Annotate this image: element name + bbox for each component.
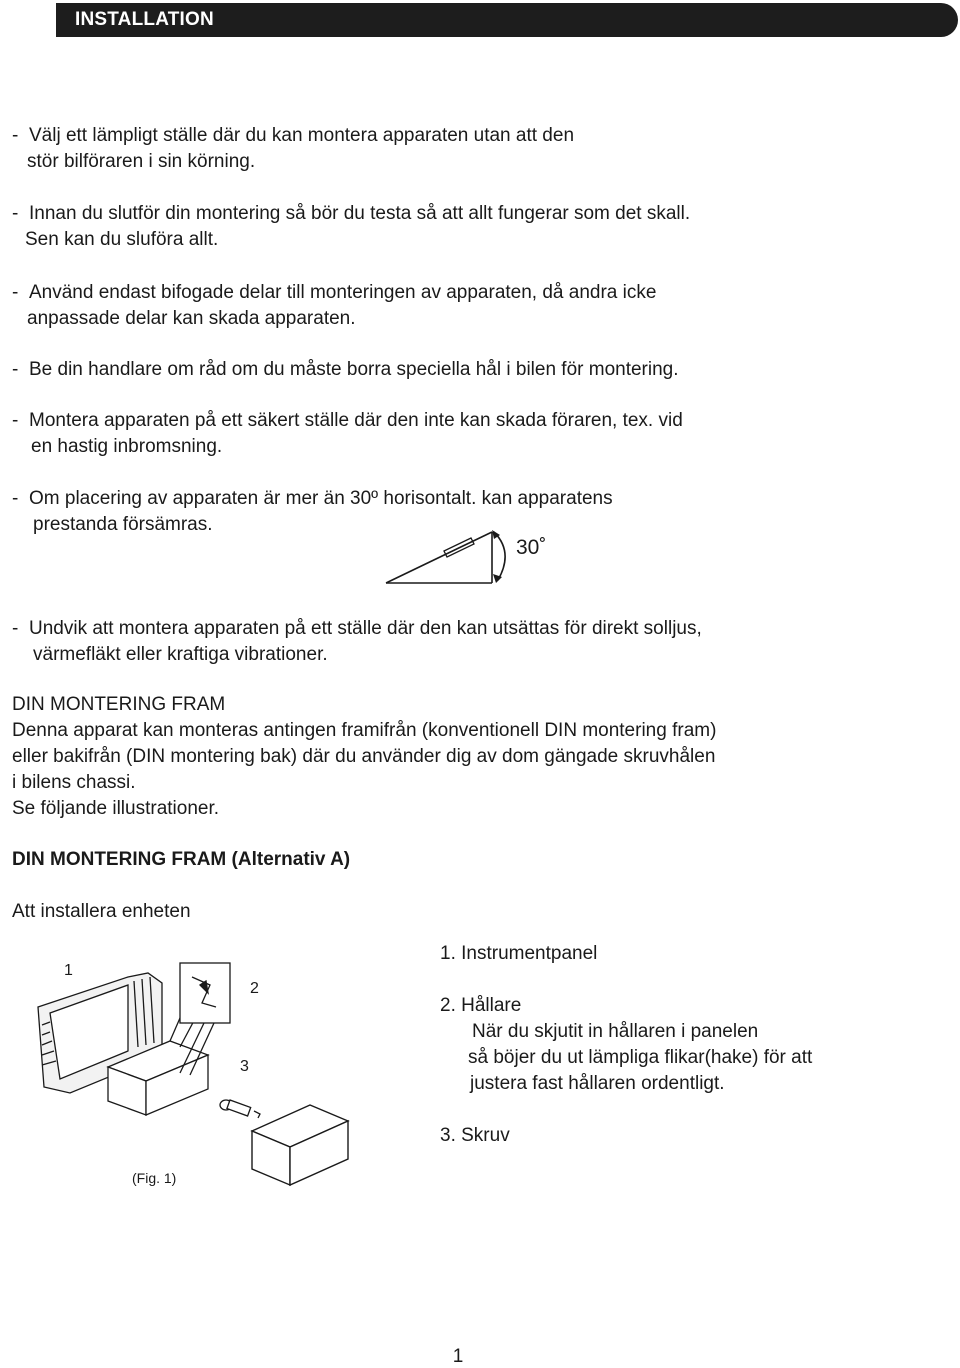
- page-number: 1: [452, 1346, 464, 1367]
- bullet-text: Innan du slutför din montering så bör du testa så att allt fungerar som det skall.: [29, 203, 691, 224]
- section-title: INSTALLATION: [75, 9, 214, 30]
- angle-arc-arrow: [494, 532, 505, 580]
- bullet-text: Be din handlare om råd om du måste borra speciella hål i bilen för montering.: [29, 359, 679, 380]
- legend-item-1: 1. Instrumentpanel: [440, 943, 598, 964]
- legend-item-2-desc: När du skjutit in hållaren i panelen: [472, 1021, 759, 1042]
- bullet-text: Om placering av apparaten är mer än 30º horisontalt. kan apparatens: [29, 488, 613, 509]
- alt-a-subheading: Att installera enheten: [12, 901, 191, 922]
- bullet-dash: -: [12, 618, 19, 639]
- bullet-dash: -: [12, 410, 19, 431]
- bullet-text: en hastig inbromsning.: [31, 436, 223, 457]
- bullet-dash: -: [12, 125, 19, 146]
- callout-3: 3: [240, 1058, 249, 1075]
- angle-label: 30˚: [516, 536, 547, 559]
- bullet-text: Använd endast bifogade delar till monteringen av apparaten, då andra icke: [29, 282, 657, 303]
- bullet-text: stör bilföraren i sin körning.: [27, 151, 256, 172]
- bullet-text: anpassade delar kan skada apparaten.: [27, 308, 356, 329]
- din-paragraph-line: Denna apparat kan monteras antingen framifrån (konventionell DIN montering fram): [12, 720, 717, 741]
- section-header-bar: [56, 3, 958, 37]
- din-paragraph-line: i bilens chassi.: [12, 772, 136, 793]
- screw: [220, 1100, 260, 1118]
- figure-caption: (Fig. 1): [132, 1170, 177, 1186]
- bullet-dash: -: [12, 282, 19, 303]
- legend-item-2-desc: så böjer du ut lämpliga flikar(hake) för att: [468, 1047, 813, 1068]
- installation-figure: [20, 955, 350, 1190]
- alt-a-heading: DIN MONTERING FRAM (Alternativ A): [12, 849, 351, 870]
- radio-unit: [252, 1105, 348, 1185]
- bullet-text: Välj ett lämpligt ställe där du kan montera apparaten utan att den: [29, 125, 575, 146]
- din-heading: DIN MONTERING FRAM: [12, 694, 226, 715]
- bullet-text: prestanda försämras.: [33, 514, 213, 535]
- bullet-text: Undvik att montera apparaten på ett ställe där den kan utsättas för direkt solljus,: [29, 618, 702, 639]
- bullet-text: Sen kan du sluföra allt.: [25, 229, 219, 250]
- bullet-dash: -: [12, 359, 19, 380]
- bullet-dash: -: [12, 203, 19, 224]
- bullet-text: värmefläkt eller kraftiga vibrationer.: [33, 644, 328, 665]
- incline-triangle: [386, 532, 492, 583]
- din-paragraph-line: Se följande illustrationer.: [12, 798, 220, 819]
- angle-diagram: [380, 526, 560, 588]
- callout-2: 2: [250, 980, 259, 997]
- din-paragraph-line: eller bakifrån (DIN montering bak) där du använder dig av dom gängade skruvhålen: [12, 746, 716, 767]
- callout-1: 1: [64, 962, 73, 979]
- legend-item-3: 3. Skruv: [440, 1125, 510, 1146]
- bullet-text: Montera apparaten på ett säkert ställe där den inte kan skada föraren, tex. vid: [29, 410, 683, 431]
- legend-item-2: 2. Hållare: [440, 995, 522, 1016]
- bullet-dash: -: [12, 488, 19, 509]
- legend-item-2-desc: justera fast hållaren ordentligt.: [470, 1073, 725, 1094]
